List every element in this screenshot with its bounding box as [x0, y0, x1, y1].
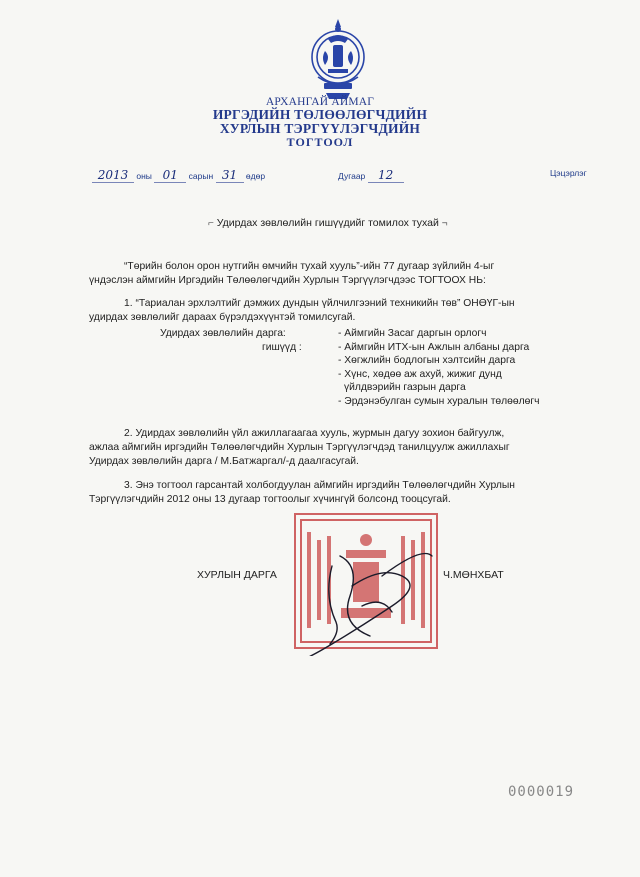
board-chair-label: Удирдах зөвлөлийн дарга: — [160, 328, 286, 339]
document-subject — [208, 217, 448, 229]
item1-line-2: удирдах зөвлөлийг дараах бүрэлдэхүүнтэй томилсугай. — [89, 312, 356, 323]
subject-bracket-left-icon: ⌐ — [208, 218, 214, 229]
board-member: үйлдвэрийн газрын дарга — [344, 382, 466, 393]
board-member: - Хөгжлийн бодлогын хэлтсийн дарга — [338, 355, 516, 366]
date-line — [92, 168, 265, 183]
intro-line-1: “Төрийн болон орон нутгийн өмчийн тухай хууль”-ийн 77 дугаар зүйлийн 4-ыг — [124, 261, 495, 272]
aimag-name: АРХАНГАЙ АЙМАГ — [265, 96, 375, 108]
date-month: 01 — [154, 168, 186, 183]
chairman-name: Ч.МӨНХБАТ — [443, 569, 504, 581]
board-chair: - Аймгийн Засаг даргын орлогч — [338, 328, 487, 339]
document-serial-number: 0000019 — [508, 784, 575, 800]
item3-line-2: Тэргүүлэгчдийн 2012 оны 13 дугаар тогтоолыг хүчингүй болсонд тооцсугай. — [89, 494, 451, 505]
board-list — [338, 327, 539, 408]
subject-bracket-right-icon: ¬ — [441, 218, 448, 229]
council-name-line1: ИРГЭДИЙН ТӨЛӨӨЛӨГЧДИЙН — [212, 107, 428, 122]
item3-line-1: 3. Энэ тогтоол гарсантай холбогдуулан аймгийн иргэдийн Төлөөлөгчдийн Хурлын — [124, 480, 515, 491]
number-line — [338, 168, 404, 183]
handwritten-signature-icon — [292, 536, 442, 656]
board-member: - Аймгийн ИТХ-ын Ажлын албаны дарга — [338, 341, 530, 353]
document-number: 12 — [368, 168, 404, 183]
intro-line-2: үндэслэн аймгийн Иргэдийн Төлөөлөгчдийн Хурлын Тэргүүлэгчдээс ТОГТООХ НЬ: — [89, 275, 486, 286]
board-member: - Эрдэнэбулган сумын хуралын төлөөлөгч — [338, 395, 540, 407]
item1-line-1: 1. “Тариалан эрхлэлтийг дэмжих дундын үйлчилгээний техникийн төв” ОНӨҮГ-ын — [124, 298, 515, 309]
date-year: 2013 — [92, 168, 134, 183]
date-year-suffix: оны — [136, 171, 152, 181]
chairman-title: ХУРЛЫН ДАРГА — [197, 569, 277, 581]
number-label: Дугаар — [338, 171, 366, 181]
issue-place: Цэцэрлэг — [550, 168, 587, 178]
item2-line-3: Удирдах зөвлөлийн дарга / М.Батжаргал/-д даалгасугай. — [89, 456, 359, 467]
document-type: ТОГТООЛ — [286, 135, 354, 149]
mongolian-state-emblem-icon — [306, 15, 370, 107]
council-name-line2: ХУРЛЫН ТЭРГҮҮЛЭГЧДИЙН — [219, 121, 421, 136]
board-member: - Хүнс, хөдөө аж ахуй, жижиг дунд — [338, 368, 502, 380]
subject-text: Удирдах зөвлөлийн гишүүдийг томилох тухай — [216, 217, 439, 229]
date-month-suffix: сарын — [188, 171, 214, 181]
item2-line-1: 2. Удирдах зөвлөлийн үйл ажиллагаагаа хууль, журмын дагуу зохион байгуулж, — [124, 428, 505, 439]
item2-line-2: ажлаа аймгийн иргэдийн Төлөөлөгчдийн Хурлын Тэргүүлэгчдэд танилцуулж ажиллахыг — [89, 442, 510, 453]
date-day-suffix: өдөр — [245, 171, 266, 181]
board-members-label: гишүүд : — [262, 342, 302, 353]
date-day: 31 — [216, 168, 244, 183]
